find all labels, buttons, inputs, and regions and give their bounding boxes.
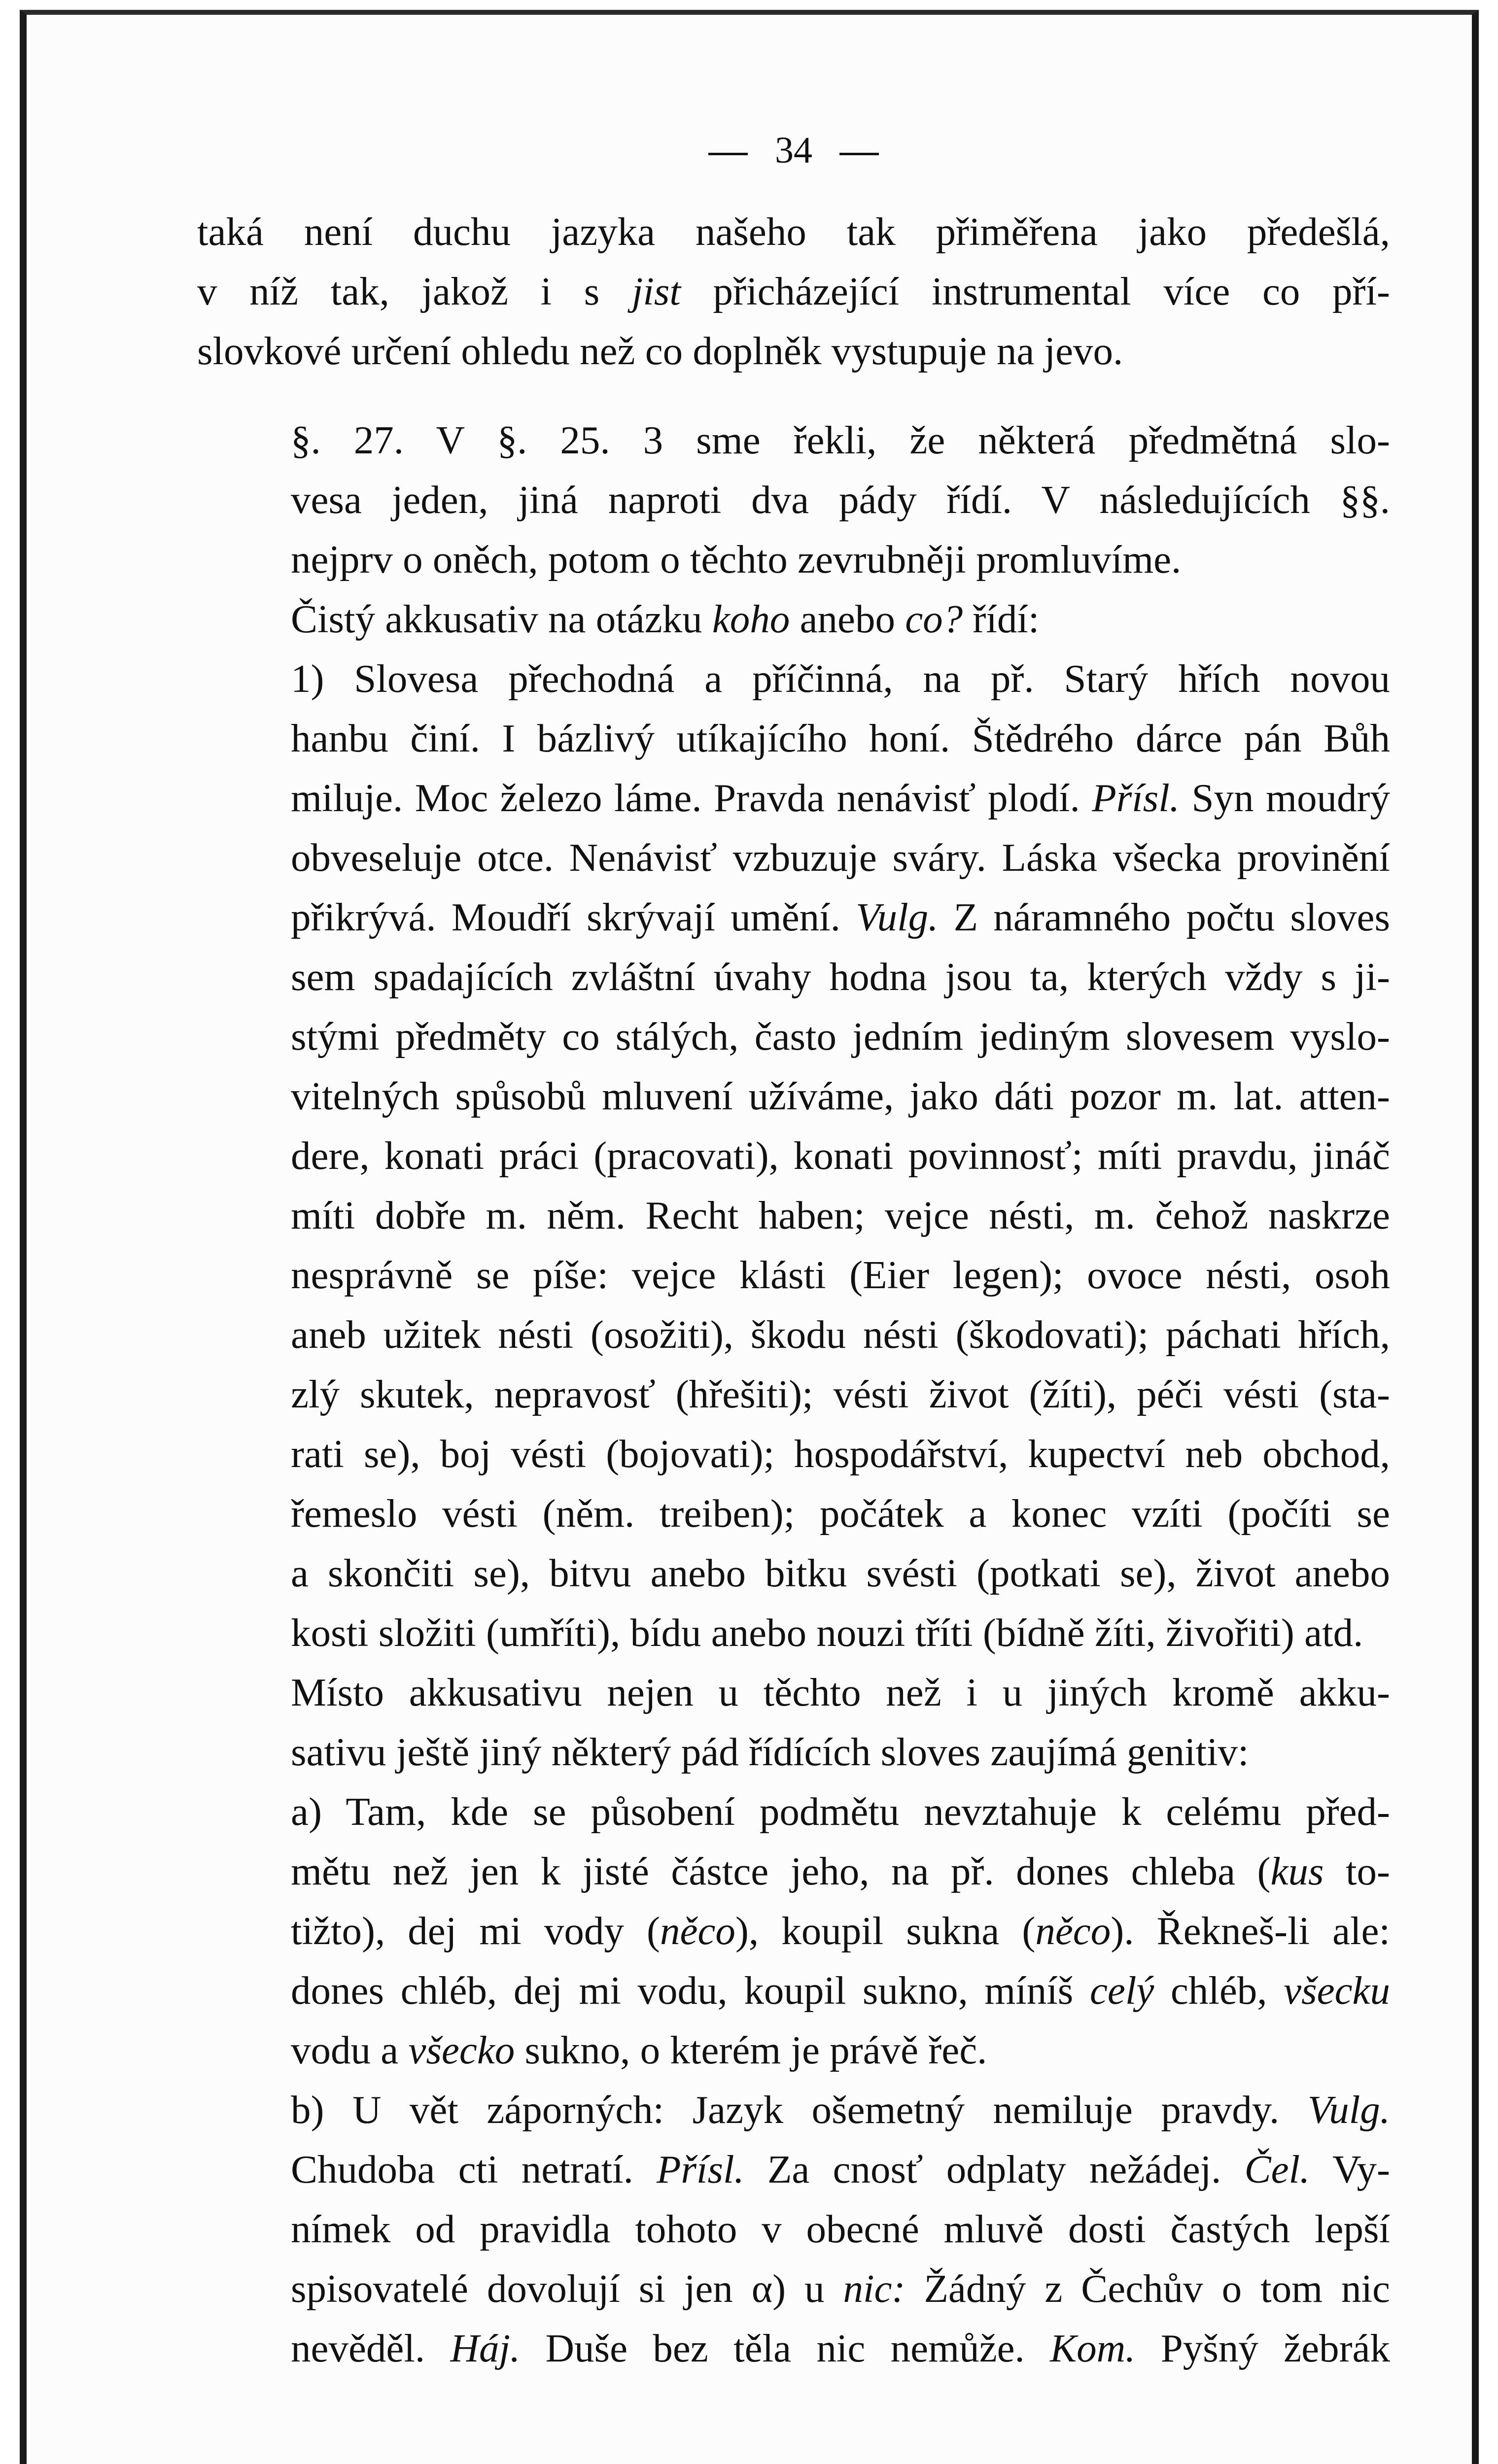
paragraph-item-a: [197, 1782, 1390, 2080]
text-line: tižto), dej mi vody (něco), koupil sukna (něco). Řekneš-li ale:: [291, 1909, 1390, 1953]
text-line: miluje. Moc železo láme. Pravda nenávisť plodí. Přísl. Syn moudrý: [291, 776, 1390, 820]
text-line: 1) Slovesa přechodná a příčinná, na př. Starý hřích novou: [291, 656, 1390, 701]
text-line: a) Tam, kde se působení podmětu nevztahuje k celému před-: [291, 1789, 1390, 1834]
paragraph-item-b: [197, 2080, 1390, 2378]
text-line: nevěděl. Háj. Duše bez těla nic nemůže. Kom. Pyšný žebrák: [291, 2326, 1390, 2370]
text-line: dere, konati práci (pracovati), konati povinnosť; míti pravdu, jináč: [291, 1133, 1390, 1178]
text-line: taká není duchu jazyka našeho tak přiměřena jako předešlá,: [197, 209, 1390, 254]
page-number-dash-left: [708, 153, 748, 155]
text-line: řemeslo vésti (něm. treiben); počátek a konec vzíti (počíti se: [291, 1491, 1390, 1536]
text-line: rati se), boj vésti (bojovati); hospodářství, kupectví neb obchod,: [291, 1432, 1390, 1476]
paragraph-misto-akkusativu: [197, 1663, 1390, 1782]
text-line: slovkové určení ohledu než co doplněk vystupuje na jevo.: [197, 329, 1123, 373]
body-text: [197, 202, 1390, 2378]
text-line: b) U vět záporných: Jazyk ošemetný nemiluje pravdy. Vulg.: [291, 2088, 1390, 2132]
text-line: kosti složiti (umříti), bídu anebo nouzi tříti (bídně žíti, živořiti) atd.: [291, 1610, 1363, 1655]
text-line: Chudoba cti netratí. Přísl. Za cnosť odplaty nežádej. Čel. Vy-: [291, 2147, 1390, 2191]
page-number-dash-right: [839, 153, 879, 155]
paragraph-cisty-akkusativ: [197, 589, 1390, 649]
text-line: stými předměty co stálých, často jedním jediným slovesem vyslo-: [291, 1014, 1390, 1059]
text-line: Místo akkusativu nejen u těchto než i u jiných kromě akku-: [291, 1670, 1390, 1714]
text-line: vodu a všecko sukno, o kterém je právě řeč.: [291, 2028, 987, 2072]
text-line: nímek od pravidla tohoto v obecné mluvě dosti častých lepší: [291, 2207, 1390, 2251]
paragraph-section-27: [197, 411, 1390, 589]
paragraph-item-1: [197, 649, 1390, 1663]
book-page: [197, 123, 1390, 2378]
text-line: hanbu činí. I bázlivý utíkajícího honí. Štědrého dárce pán Bůh: [291, 716, 1390, 760]
text-line: sativu ještě jiný některý pád řídících sloves zaujímá genitiv:: [291, 1730, 1249, 1774]
text-line: Čistý akkusativ na otázku koho anebo co? řídí:: [291, 597, 1040, 641]
text-line: sem spadajících zvláštní úvahy hodna jsou ta, kterých vždy s ji-: [291, 955, 1390, 999]
text-line: obveseluje otce. Nenávisť vzbuzuje sváry. Láska všecka provinění: [291, 835, 1390, 880]
text-line: míti dobře m. něm. Recht haben; vejce nésti, m. čehož naskrze: [291, 1193, 1390, 1237]
text-line: §. 27. V §. 25. 3 sme řekli, že některá předmětná slo-: [291, 418, 1390, 462]
text-line: vesa jeden, jiná naproti dva pády řídí. V následujících §§.: [291, 478, 1390, 522]
text-line: v níž tak, jakož i s jist přicházející instrumental více co pří-: [197, 269, 1390, 313]
text-line: aneb užitek nésti (osožiti), škodu nésti (škodovati); páchati hřích,: [291, 1312, 1390, 1357]
page-number-header: [197, 123, 1390, 177]
page-number: 34: [775, 130, 812, 171]
text-line: nesprávně se píše: vejce klásti (Eier legen); ovoce nésti, osoh: [291, 1253, 1390, 1297]
text-line: zlý skutek, nepravosť (hřešiti); vésti život (žíti), péči vésti (sta-: [291, 1372, 1390, 1416]
text-line: mětu než jen k jisté částce jeho, na př. dones chleba (kus to-: [291, 1849, 1390, 1893]
paragraph-continuation: [197, 202, 1390, 381]
text-line: vitelných spůsobů mluvení užíváme, jako dáti pozor m. lat. atten-: [291, 1074, 1390, 1118]
text-line: nejprv o oněch, potom o těchto zevrubněji promluvíme.: [291, 537, 1182, 582]
text-line: přikrývá. Moudří skrývají umění. Vulg. Z náramného počtu sloves: [291, 895, 1390, 939]
text-line: spisovatelé dovolují si jen α) u nic: Žádný z Čechův o tom nic: [291, 2266, 1390, 2311]
text-line: dones chléb, dej mi vodu, koupil sukno, míníš celý chléb, všecku: [291, 1968, 1390, 2013]
text-line: a skončiti se), bitvu anebo bitku svésti (potkati se), život anebo: [291, 1551, 1390, 1595]
